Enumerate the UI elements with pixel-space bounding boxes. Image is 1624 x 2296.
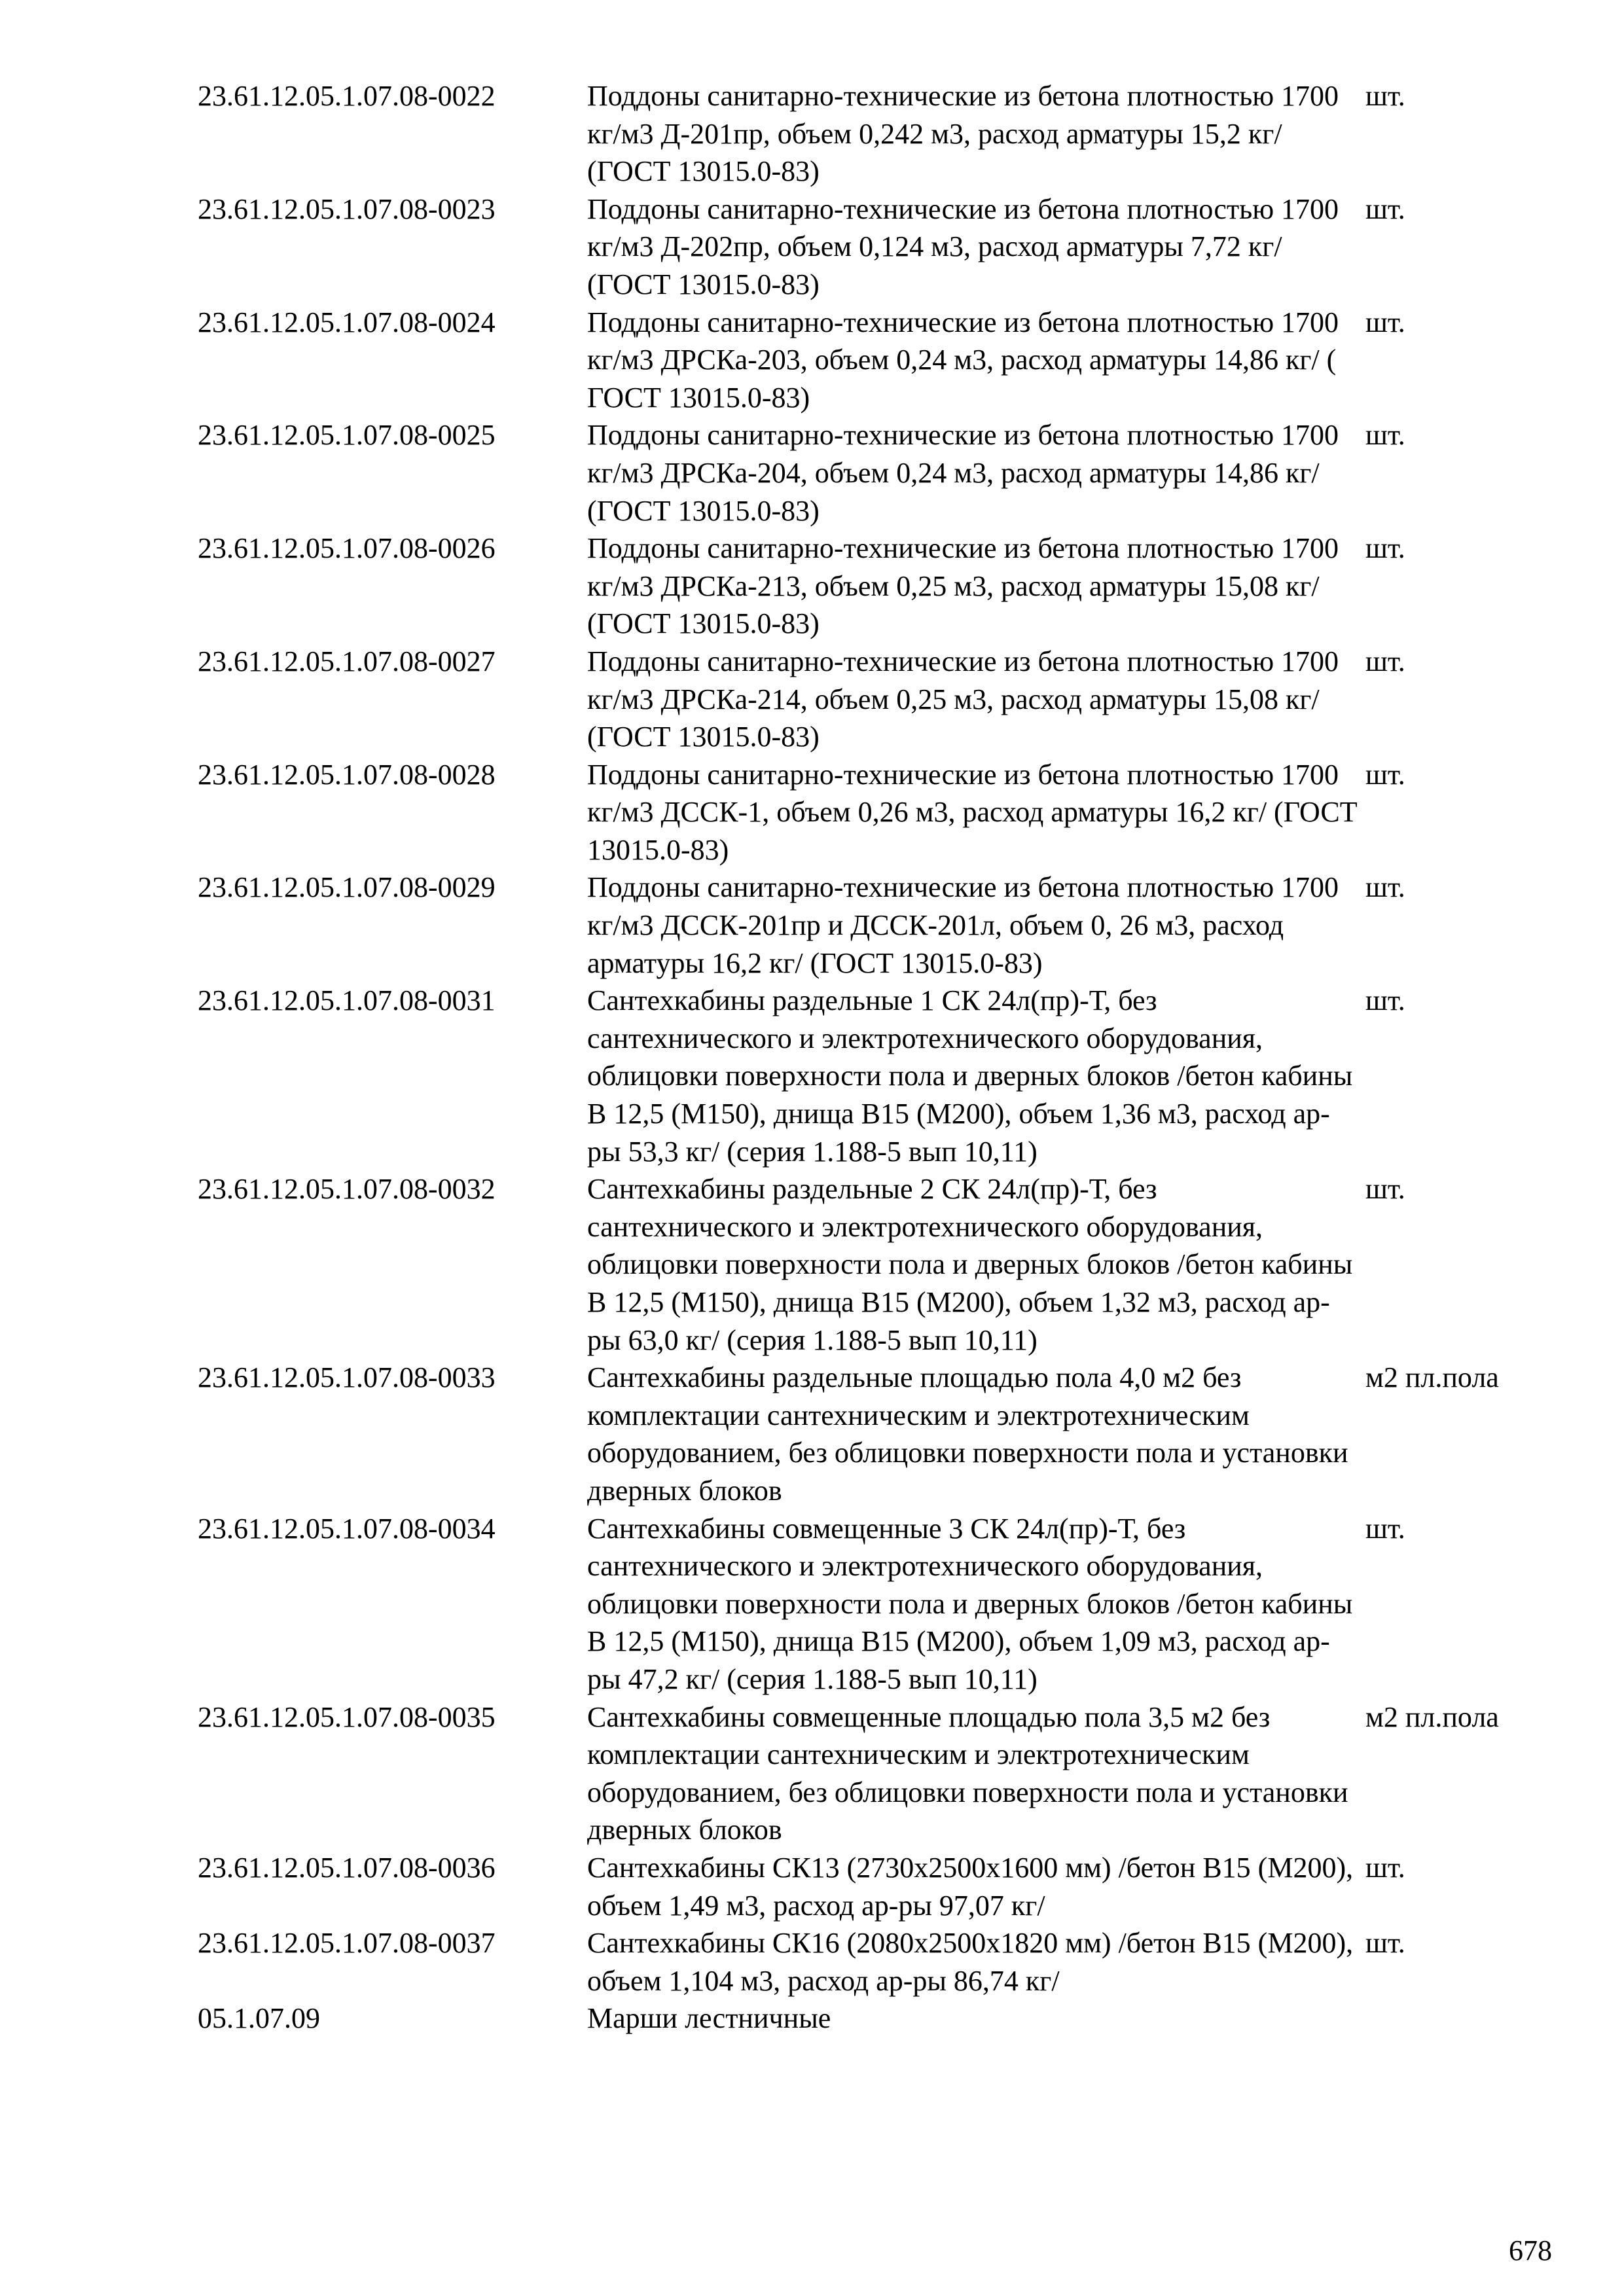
resource-description: Сантехкабины совмещенные 3 СК 24л(пр)-Т, без сантехнического и электротехнического оборудования, облицовки поверхности пола и дверных блоков /бетон кабины В 12,5 (М150), днища В15 (М200), объем 1,09 м3, расход ар-ры 47,2 кг/ (серия 1.188-5 вып 10,11) [587,1512,1353,1695]
resource-code: 23.61.12.05.1.07.08-0037 [198,1927,496,1960]
list-item [198,756,1507,869]
list-item [198,1510,1507,1698]
resource-description: Сантехкабины СК16 (2080х2500х1820 мм) /бетон В15 (М200), объем 1,104 м3, расход ар-ры 86,74 кг/ [587,1927,1354,1997]
measurement-unit: шт. [1365,758,1405,791]
resource-description: Сантехкабины раздельные площадью пола 4,0 м2 без комплектации сантехническим и электротехническим оборудованием, без облицовки поверхности пола и установки дверных блоков [587,1361,1348,1507]
resource-description: Сантехкабины СК13 (2730х2500х1600 мм) /бетон В15 (М200), объем 1,49 м3, расход ар-ры 97,07 кг/ [587,1851,1354,1922]
list-item [198,643,1507,756]
page-number: 678 [1509,2234,1552,2267]
list-item [198,416,1507,529]
resource-code: 23.61.12.05.1.07.08-0029 [198,871,496,904]
measurement-unit: м2 пл.пола [1365,1361,1499,1394]
resource-description: Поддоны санитарно-технические из бетона плотностью 1700 кг/м3 Д-201пр, объем 0,242 м3, расход арматуры 15,2 кг/ (ГОСТ 13015.0-83) [587,80,1339,188]
measurement-unit: шт. [1365,419,1405,452]
measurement-unit: шт. [1365,532,1405,565]
list-item [198,304,1507,417]
measurement-unit: м2 пл.пола [1365,1700,1499,1733]
resource-code: 23.61.12.05.1.07.08-0024 [198,306,496,338]
list-item [198,1698,1507,1849]
measurement-unit: шт. [1365,1173,1405,1206]
list-item [198,1849,1507,1924]
measurement-unit [1365,2000,1507,2037]
list-item [198,1924,1507,2000]
resource-description: Поддоны санитарно-технические из бетона плотностью 1700 кг/м3 ДРСКа-204, объем 0,24 м3, расход арматуры 14,86 кг/ (ГОСТ 13015.0-83) [587,419,1339,527]
resource-code: 23.61.12.05.1.07.08-0033 [198,1361,496,1394]
resource-code: 23.61.12.05.1.07.08-0031 [198,984,496,1017]
resource-description: Сантехкабины раздельные 1 СК 24л(пр)-Т, без сантехнического и электротехнического оборудования, облицовки поверхности пола и дверных блоков /бетон кабины В 12,5 (М150), днища В15 (М200), объем 1,36 м3, расход ар-ры 53,3 кг/ (серия 1.188-5 вып 10,11) [587,984,1353,1168]
measurement-unit: шт. [1365,645,1405,677]
measurement-unit: шт. [1365,192,1405,225]
price-list-entries [198,77,1507,2037]
list-item [198,190,1507,304]
measurement-unit: шт. [1365,871,1405,904]
resource-code: 23.61.12.05.1.07.08-0022 [198,80,496,112]
measurement-unit: шт. [1365,306,1405,338]
resource-description: Марши лестничные [587,2002,831,2035]
list-item [198,529,1507,643]
measurement-unit: шт. [1365,80,1405,112]
measurement-unit: шт. [1365,984,1405,1017]
list-item [198,1170,1507,1359]
resource-description: Поддоны санитарно-технические из бетона плотностью 1700 кг/м3 ДССК-1, объем 0,26 м3, расход арматуры 16,2 кг/ (ГОСТ 13015.0-83) [587,758,1358,866]
measurement-unit: шт. [1365,1927,1405,1960]
list-item [198,77,1507,190]
resource-code: 23.61.12.05.1.07.08-0035 [198,1700,496,1733]
resource-description: Поддоны санитарно-технические из бетона плотностью 1700 кг/м3 ДРСКа-203, объем 0,24 м3, расход арматуры 14,86 кг/ ( ГОСТ 13015.0-83) [587,306,1339,414]
measurement-unit: шт. [1365,1512,1405,1545]
measurement-unit: шт. [1365,1851,1405,1884]
list-item [198,1359,1507,1509]
resource-code: 05.1.07.09 [198,2002,320,2035]
list-item [198,869,1507,982]
resource-description: Сантехкабины совмещенные площадью пола 3,5 м2 без комплектации сантехническим и электротехническим оборудованием, без облицовки поверхности пола и установки дверных блоков [587,1700,1348,1846]
resource-code: 23.61.12.05.1.07.08-0026 [198,532,496,565]
resource-code: 23.61.12.05.1.07.08-0032 [198,1173,496,1206]
list-item [198,982,1507,1170]
resource-code: 23.61.12.05.1.07.08-0025 [198,419,496,452]
resource-description: Поддоны санитарно-технические из бетона плотностью 1700 кг/м3 ДССК-201пр и ДССК-201л, объем 0, 26 м3, расход арматуры 16,2 кг/ (ГОСТ 13015.0-83) [587,871,1339,979]
resource-description: Сантехкабины раздельные 2 СК 24л(пр)-Т, без сантехнического и электротехнического оборудования, облицовки поверхности пола и дверных блоков /бетон кабины В 12,5 (М150), днища В15 (М200), объем 1,32 м3, расход ар-ры 63,0 кг/ (серия 1.188-5 вып 10,11) [587,1173,1353,1356]
list-item [198,2000,1507,2037]
resource-code: 23.61.12.05.1.07.08-0027 [198,645,496,677]
resource-description: Поддоны санитарно-технические из бетона плотностью 1700 кг/м3 ДРСКа-214, объем 0,25 м3, расход арматуры 15,08 кг/ (ГОСТ 13015.0-83) [587,645,1339,753]
resource-code: 23.61.12.05.1.07.08-0023 [198,192,496,225]
resource-code: 23.61.12.05.1.07.08-0034 [198,1512,496,1545]
resource-code: 23.61.12.05.1.07.08-0036 [198,1851,496,1884]
resource-code: 23.61.12.05.1.07.08-0028 [198,758,496,791]
resource-description: Поддоны санитарно-технические из бетона плотностью 1700 кг/м3 Д-202пр, объем 0,124 м3, расход арматуры 7,72 кг/ (ГОСТ 13015.0-83) [587,192,1339,300]
resource-description: Поддоны санитарно-технические из бетона плотностью 1700 кг/м3 ДРСКа-213, объем 0,25 м3, расход арматуры 15,08 кг/ (ГОСТ 13015.0-83) [587,532,1339,640]
